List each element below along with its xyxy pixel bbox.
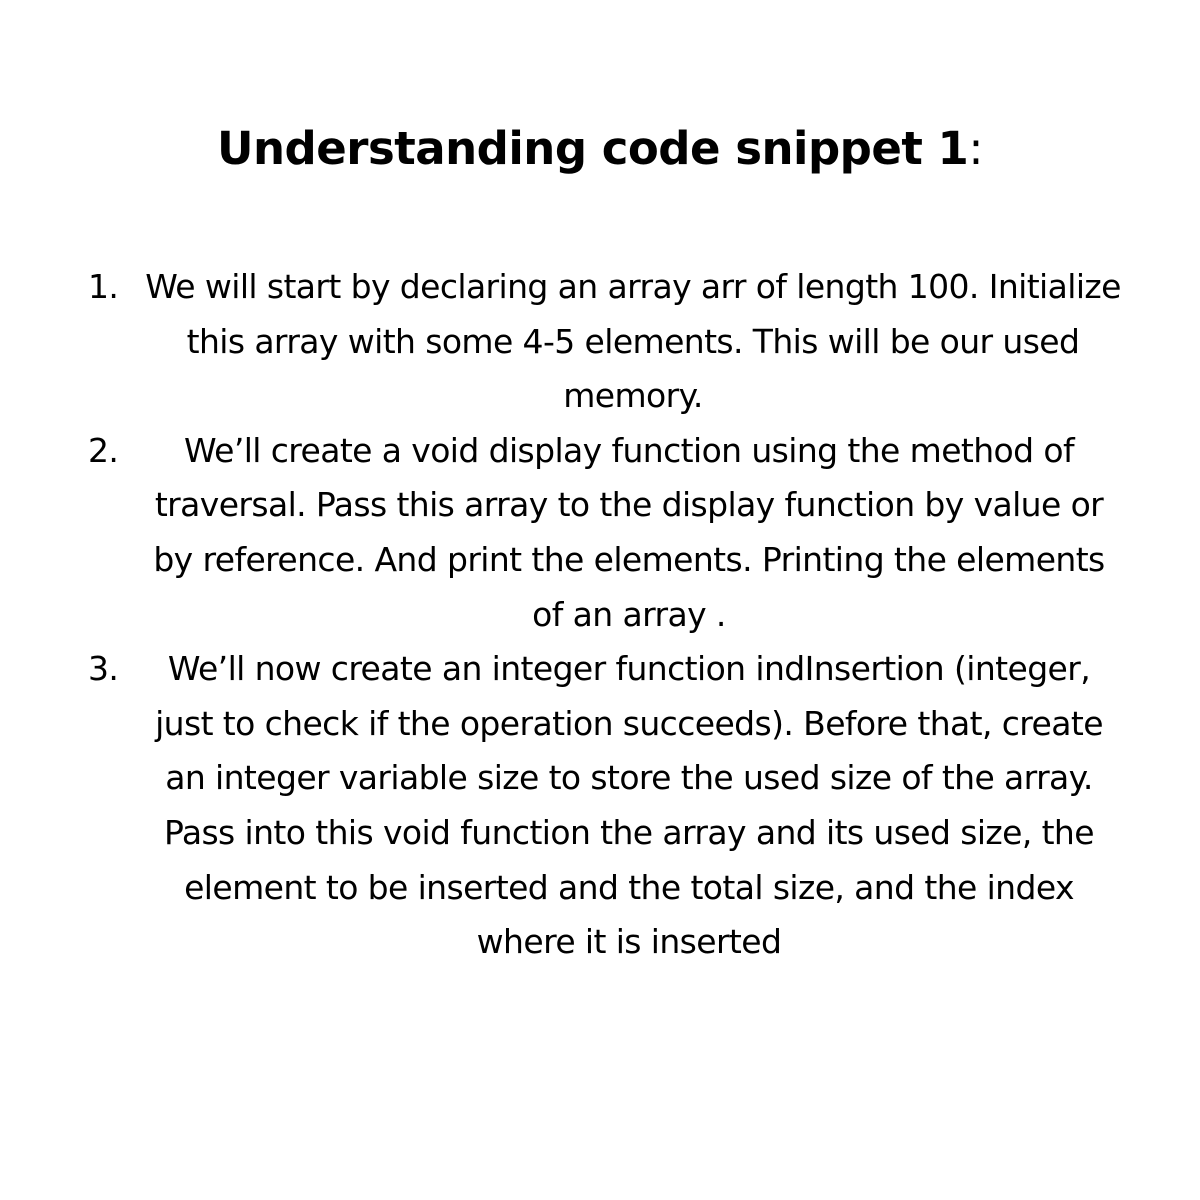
list-item-step-2 [80, 424, 1140, 642]
page-title [0, 118, 1200, 180]
page-title-colon: : [968, 122, 984, 175]
step-number: 3. [88, 649, 119, 689]
list-item-step-1 [80, 260, 1140, 424]
step-number: 1. [88, 267, 119, 306]
step-text: We’ll now create an integer function indInsertion (integer, just to check if the operation succeeds). Before that, create an integer variable size to store the used size of the array. Pass into this void function the array and its used size, the element to be inserted and the total size, and the index where it is inserted [155, 649, 1103, 962]
step-number: 2. [88, 430, 119, 470]
step-text: We will start by declaring an array arr of length 100. Initialize this array with some 4-5 elements. This will be our used memory. [145, 267, 1121, 416]
steps-list [80, 260, 1140, 970]
step-text: We’ll create a void display function using the method of traversal. Pass this array to the display function by value or by reference. And print the elements. Printing the elements of an array . [153, 430, 1105, 634]
page-title-text: Understanding code snippet 1 [216, 122, 969, 175]
list-item-step-3 [80, 642, 1140, 970]
